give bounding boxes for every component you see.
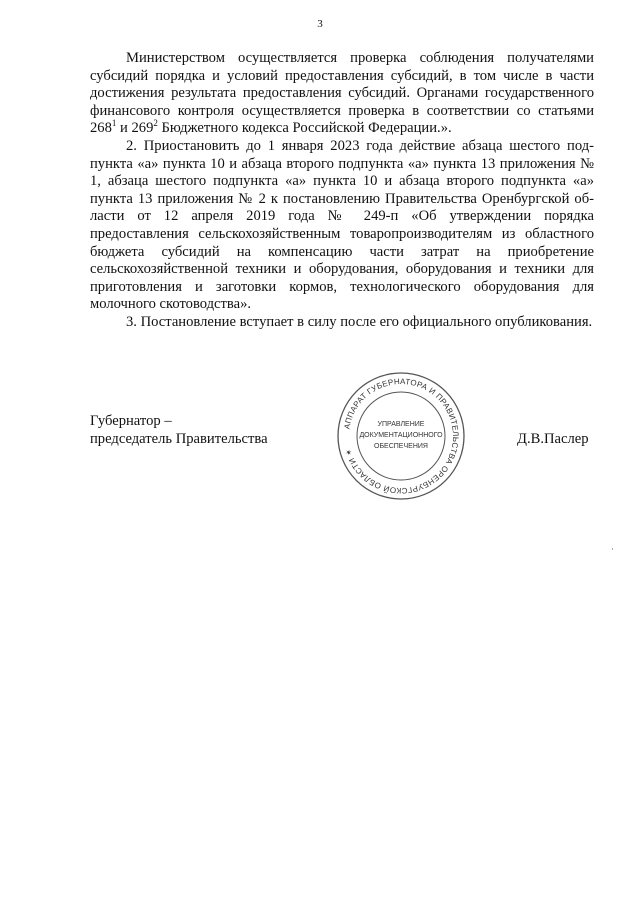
document-body — [90, 50, 594, 332]
seal-inner-line-2: ДОКУМЕНТАЦИОННОГО — [359, 432, 443, 439]
seal-ring-text: АППАРАТ ГУБЕРНАТОРА И ПРАВИТЕЛЬСТВА ОРЕНБУРГСКОЙ ОБЛАСТИ ✶ — [342, 376, 461, 496]
article-superscript-2: 2 — [153, 118, 158, 129]
signatory-position — [90, 413, 268, 448]
paragraph-verification-tail: Бюджетного кодекса Российской Федерации.». — [157, 120, 452, 137]
paragraph-verification-lead: Министерством осуществляется проверка соблюдения получателями субсидий порядка и условий предоставления субсидий, в том числе в части достижения результата предоставления субсидий. Органами государственного финансового контроля осуществляется проверка в соответствии со статьями 268 — [90, 50, 594, 137]
paragraph-verification-mid: и 269 — [116, 120, 154, 137]
paragraph-verification — [90, 50, 594, 138]
signatory-name: Д.В.Паслер — [517, 431, 589, 447]
seal-inner-line-1: УПРАВЛЕНИЕ — [377, 421, 425, 428]
page-number: 3 — [317, 18, 323, 30]
official-seal-stamp — [335, 370, 467, 502]
paragraph-suspension: 2. Приостановить до 1 января 2023 года действие абзаца шестого подпункта «а» пункта 10 и абзаца второго подпункта «а» пункта 13 приложения № 1, абзаца шестого подпункта «а» пункта 10 и абзаца второго подпункта «а» пункта 13 приложения № 2 к постановлению Правительства Оренбургской области от 12 апреля 2019 года № 249-п «Об утверждении порядка предоставления сельскохозяйственным товаропроизводителям из областного бюджета субсидий на компенсацию части затрат на приобретение сельскохозяйственной техники и оборудования, оборудования и техники для приготовления и заготовки кормов, технологического оборудования для молочного скотоводства». — [90, 137, 594, 313]
signatory-position-line-1: Губернатор – — [90, 413, 172, 429]
signatory-position-line-2: председатель Правительства — [90, 430, 268, 447]
paragraph-entry-into-force: 3. Постановление вступает в силу после его официального опубликования. — [126, 313, 593, 330]
article-superscript-1: 1 — [111, 118, 117, 129]
seal-inner-line-3: ОБЕСПЕЧЕНИЯ — [374, 443, 428, 450]
scan-artifact — [612, 548, 613, 550]
